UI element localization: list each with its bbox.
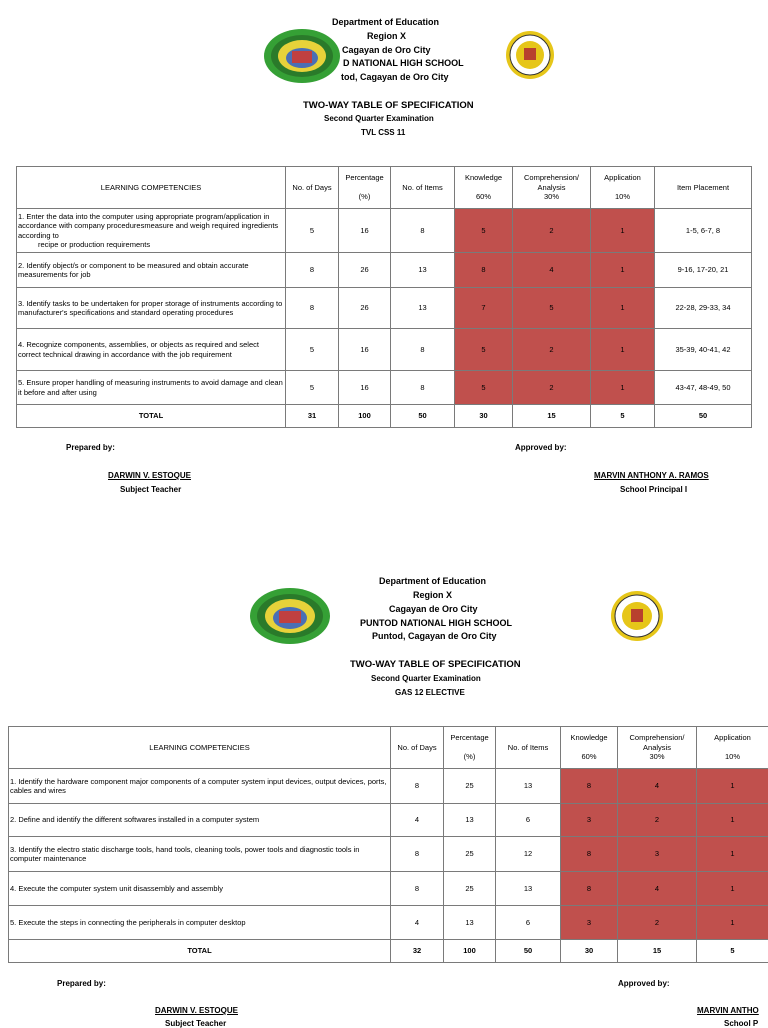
application-cell: 1	[591, 329, 655, 371]
col-application: Application 10%	[697, 727, 768, 769]
total-label: TOTAL	[9, 940, 391, 963]
comprehension-cell: 2	[513, 329, 591, 371]
comprehension-cell: 4	[618, 872, 697, 906]
competency-cell: 4. Execute the computer system unit disassembly and assembly	[9, 872, 391, 906]
competency-cell: 1. Enter the data into the computer using appropriate program/application in accordance with company proceduresmeasure and weigh required ingredients according to recipe or production requirements	[17, 209, 286, 253]
percentage-cell: 25	[444, 769, 496, 804]
table-row	[9, 804, 768, 837]
doc-subtitle: Second Quarter Examination	[324, 114, 434, 123]
knowledge-cell: 3	[561, 906, 618, 940]
school-seal-logo	[248, 586, 332, 646]
days-cell: 4	[391, 906, 444, 940]
knowledge-cell: 7	[455, 288, 513, 329]
table-header-row	[17, 167, 752, 209]
total-application: 5	[697, 940, 768, 963]
percentage-cell: 25	[444, 872, 496, 906]
header-city: Cagayan de Oro City	[342, 44, 431, 58]
days-cell: 8	[391, 872, 444, 906]
items-cell: 6	[496, 804, 561, 837]
doc-subject: GAS 12 ELECTIVE	[395, 688, 465, 697]
header-department: Department of Education	[332, 16, 439, 30]
placement-cell: 35-39, 40-41, 42	[655, 329, 752, 371]
items-cell: 13	[391, 288, 455, 329]
placement-cell: 1-5, 6-7, 8	[655, 209, 752, 253]
header-city: Cagayan de Oro City	[389, 603, 478, 617]
days-cell: 8	[286, 253, 339, 288]
approver-role: School Principal I	[620, 485, 687, 494]
approver-name: MARVIN ANTHONY A. RAMOS	[594, 471, 709, 480]
col-comprehension: Comprehension/ Analysis 30%	[618, 727, 697, 769]
percentage-cell: 26	[339, 288, 391, 329]
comprehension-cell: 4	[618, 769, 697, 804]
total-comprehension: 15	[618, 940, 697, 963]
days-cell: 8	[391, 837, 444, 872]
placement-cell: 43-47, 48-49, 50	[655, 371, 752, 405]
percentage-cell: 25	[444, 837, 496, 872]
total-days: 31	[286, 405, 339, 428]
total-comprehension: 15	[513, 405, 591, 428]
total-application: 5	[591, 405, 655, 428]
items-cell: 8	[391, 371, 455, 405]
days-cell: 5	[286, 371, 339, 405]
table-header-row	[9, 727, 768, 769]
application-cell: 1	[697, 906, 768, 940]
col-competencies: LEARNING COMPETENCIES	[17, 167, 286, 209]
knowledge-cell: 8	[455, 253, 513, 288]
application-cell: 1	[697, 769, 768, 804]
total-items: 50	[496, 940, 561, 963]
table-row	[9, 769, 768, 804]
preparer-role: Subject Teacher	[120, 485, 181, 494]
approved-by-label: Approved by:	[618, 979, 670, 988]
table-row	[17, 253, 752, 288]
comprehension-cell: 2	[513, 209, 591, 253]
school-seal-logo	[262, 27, 342, 85]
days-cell: 5	[286, 329, 339, 371]
comprehension-cell: 3	[618, 837, 697, 872]
total-percentage: 100	[339, 405, 391, 428]
percentage-cell: 16	[339, 209, 391, 253]
items-cell: 13	[496, 769, 561, 804]
preparer-name: DARWIN V. ESTOQUE	[108, 471, 191, 480]
competency-cell: 5. Ensure proper handling of measuring instruments to avoid damage and clean it before and after using	[17, 371, 286, 405]
competency-cell: 3. Identify the electro static discharge tools, hand tools, cleaning tools, power tools and diagnostic tools in computer maintenance	[9, 837, 391, 872]
col-placement: Item Placement	[655, 167, 752, 209]
header-school: PUNTOD NATIONAL HIGH SCHOOL	[360, 617, 512, 631]
prepared-by-label: Prepared by:	[66, 443, 115, 452]
knowledge-cell: 8	[561, 872, 618, 906]
col-knowledge: Knowledge 60%	[561, 727, 618, 769]
table-row	[9, 872, 768, 906]
items-cell: 13	[391, 253, 455, 288]
specification-table	[16, 166, 752, 428]
col-items: No. of Items	[496, 727, 561, 769]
comprehension-cell: 2	[618, 804, 697, 837]
days-cell: 5	[286, 209, 339, 253]
approver-role: School P	[724, 1019, 758, 1028]
application-cell: 1	[697, 872, 768, 906]
comprehension-cell: 5	[513, 288, 591, 329]
comprehension-cell: 2	[618, 906, 697, 940]
comprehension-cell: 4	[513, 253, 591, 288]
application-cell: 1	[697, 837, 768, 872]
percentage-cell: 13	[444, 906, 496, 940]
doc-subtitle: Second Quarter Examination	[371, 674, 481, 683]
header-region: Region X	[367, 30, 406, 44]
knowledge-cell: 8	[561, 837, 618, 872]
prepared-by-label: Prepared by:	[57, 979, 106, 988]
competency-cell: 2. Identify object/s or component to be measured and obtain accurate measurements for job	[17, 253, 286, 288]
approved-by-label: Approved by:	[515, 443, 567, 452]
competency-cell: 3. Identify tasks to be undertaken for proper storage of instruments according to manufacturer's specifications and standard operating procedures	[17, 288, 286, 329]
percentage-cell: 13	[444, 804, 496, 837]
total-items: 50	[391, 405, 455, 428]
doc-title: TWO-WAY TABLE OF SPECIFICATION	[350, 659, 521, 670]
doc-subject: TVL CSS 11	[361, 128, 405, 137]
application-cell: 1	[591, 253, 655, 288]
total-percentage: 100	[444, 940, 496, 963]
total-knowledge: 30	[561, 940, 618, 963]
placement-cell: 22-28, 29-33, 34	[655, 288, 752, 329]
items-cell: 12	[496, 837, 561, 872]
col-percentage: Percentage (%)	[444, 727, 496, 769]
total-label: TOTAL	[17, 405, 286, 428]
header-department: Department of Education	[379, 575, 486, 589]
col-comprehension: Comprehension/ Analysis 30%	[513, 167, 591, 209]
deped-seal-logo	[610, 590, 664, 642]
competency-cell: 1. Identify the hardware component major components of a computer system input devices, output devices, ports, cables and wires	[9, 769, 391, 804]
table-row	[17, 288, 752, 329]
approver-name: MARVIN ANTHO	[697, 1006, 759, 1015]
total-days: 32	[391, 940, 444, 963]
days-cell: 4	[391, 804, 444, 837]
total-knowledge: 30	[455, 405, 513, 428]
knowledge-cell: 8	[561, 769, 618, 804]
col-days: No. of Days	[391, 727, 444, 769]
total-row	[17, 405, 752, 428]
table-row	[17, 371, 752, 405]
header-address: tod, Cagayan de Oro City	[341, 71, 449, 85]
table-row	[9, 906, 768, 940]
table-row	[9, 837, 768, 872]
knowledge-cell: 5	[455, 371, 513, 405]
knowledge-cell: 5	[455, 209, 513, 253]
col-items: No. of Items	[391, 167, 455, 209]
header-region: Region X	[413, 589, 452, 603]
header-school: D NATIONAL HIGH SCHOOL	[343, 57, 464, 71]
items-cell: 8	[391, 329, 455, 371]
percentage-cell: 26	[339, 253, 391, 288]
items-cell: 13	[496, 872, 561, 906]
days-cell: 8	[286, 288, 339, 329]
application-cell: 1	[591, 371, 655, 405]
col-knowledge: Knowledge 60%	[455, 167, 513, 209]
percentage-cell: 16	[339, 329, 391, 371]
header-address: Puntod, Cagayan de Oro City	[372, 630, 497, 644]
specification-table	[8, 726, 768, 963]
preparer-name: DARWIN V. ESTOQUE	[155, 1006, 238, 1015]
knowledge-cell: 3	[561, 804, 618, 837]
items-cell: 6	[496, 906, 561, 940]
preparer-role: Subject Teacher	[165, 1019, 226, 1028]
deped-seal-logo	[505, 30, 555, 80]
doc-title: TWO-WAY TABLE OF SPECIFICATION	[303, 100, 474, 111]
competency-cell: 4. Recognize components, assemblies, or objects as required and select correct technical drawing in accordance with the job requirement	[17, 329, 286, 371]
table-row	[17, 209, 752, 253]
table-row	[17, 329, 752, 371]
placement-cell: 9-16, 17-20, 21	[655, 253, 752, 288]
col-application: Application 10%	[591, 167, 655, 209]
competency-cell: 2. Define and identify the different softwares installed in a computer system	[9, 804, 391, 837]
knowledge-cell: 5	[455, 329, 513, 371]
percentage-cell: 16	[339, 371, 391, 405]
total-row	[9, 940, 768, 963]
col-days: No. of Days	[286, 167, 339, 209]
competency-cell: 5. Execute the steps in connecting the peripherals in computer desktop	[9, 906, 391, 940]
total-placement: 50	[655, 405, 752, 428]
items-cell: 8	[391, 209, 455, 253]
days-cell: 8	[391, 769, 444, 804]
application-cell: 1	[697, 804, 768, 837]
col-competencies: LEARNING COMPETENCIES	[9, 727, 391, 769]
application-cell: 1	[591, 209, 655, 253]
comprehension-cell: 2	[513, 371, 591, 405]
application-cell: 1	[591, 288, 655, 329]
col-percentage: Percentage (%)	[339, 167, 391, 209]
